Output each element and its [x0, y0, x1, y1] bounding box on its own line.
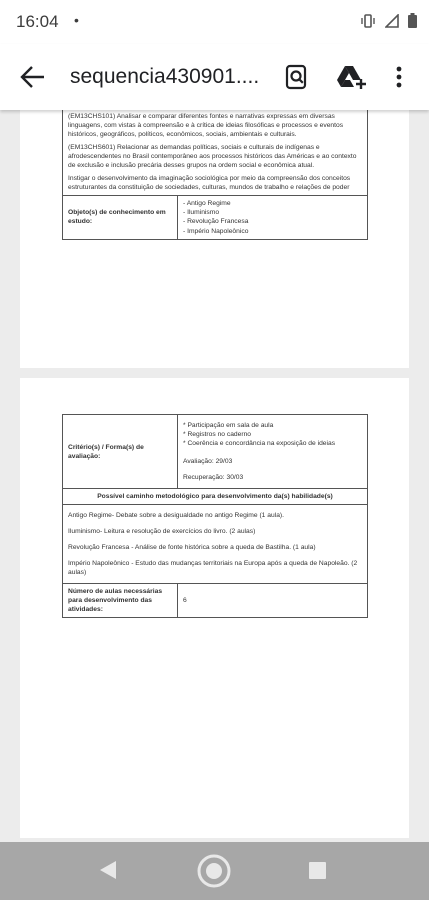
vibrate-icon — [360, 14, 376, 28]
table-row — [63, 505, 368, 583]
methodology-cell — [63, 505, 368, 583]
table-row — [63, 415, 368, 489]
find-in-page-icon — [282, 63, 310, 91]
list-item: * Participação em sala de aula — [183, 422, 274, 429]
paragraph: (EM13CHS101) Analisar e comparar diferentes fontes e narrativas expressas em diversas linguagens, com vistas à compreensão e à crítica de ideias filosóficas e processos e eventos históricos, geográficos, políticos, econômicos, sociais, ambientais e culturais. — [68, 113, 344, 139]
battery-icon — [408, 13, 417, 28]
list-item: - Iluminismo — [183, 209, 220, 217]
list-item: Revolução Francesa - Análise de fonte histórica sobre a queda de Bastilha. (1 aula) — [68, 544, 316, 552]
lessons-label: Número de aulas necessárias para desenvolvimento das atividades: — [63, 583, 178, 617]
criteria-cell — [178, 415, 368, 489]
list-item: * Coerência e concordância na exposição de ideias — [183, 440, 336, 448]
back-button[interactable] — [18, 63, 48, 91]
list-item: - Antigo Regime — [183, 200, 231, 208]
objects-list — [178, 196, 368, 239]
recovery-date: Recuperação: 30/03 — [183, 474, 244, 482]
list-item: * Registros no caderno — [183, 431, 252, 439]
evaluation-table — [62, 414, 368, 618]
document-page-2 — [20, 378, 409, 838]
more-options-button[interactable] — [389, 63, 409, 91]
lessons-value: 6 — [178, 583, 368, 617]
status-bar — [0, 0, 429, 44]
methodology-header: Possível caminho metodológico para desenvolvimento da(s) habilidade(s) — [63, 489, 368, 505]
add-to-drive-button[interactable] — [336, 63, 368, 91]
app-bar — [0, 44, 429, 110]
list-item: - Revolução Francesa — [183, 218, 249, 226]
table-row — [63, 107, 368, 196]
paragraph: (EM13CHS601) Relacionar as demandas políticas, sociais e culturais de indígenas e afrodescendentes no Brasil contemporâneo aos processos históricos das Américas e ao contexto de exclusão e inclusão precária desses grupos na ordem social e econômica atual. — [68, 144, 357, 170]
competencies-table — [62, 106, 368, 240]
more-vert-icon — [389, 63, 409, 91]
list-item: Iluminismo- Leitura e resolução de exercícios do livro. (2 aulas) — [68, 528, 256, 536]
arrow-back-icon — [18, 63, 48, 91]
list-item: Antigo Regime- Debate sobre a desigualdade no antigo Regime (1 aula). — [68, 512, 284, 520]
status-icons — [360, 13, 417, 28]
competency-cell — [63, 107, 368, 196]
table-row — [63, 196, 368, 239]
criteria-label: Critério(s) / Forma(s) de avaliação: — [63, 415, 178, 489]
evaluation-date: Avaliação: 29/03 — [183, 458, 233, 466]
signal-icon — [385, 14, 399, 28]
nav-recents-icon[interactable] — [309, 862, 326, 879]
objects-label: Objeto(s) de conhecimento em estudo: — [63, 196, 178, 239]
status-time: 16:04 — [16, 12, 59, 31]
document-page-1 — [20, 80, 409, 368]
table-row — [63, 583, 368, 617]
nav-back-icon[interactable] — [98, 859, 118, 881]
add-to-drive-icon — [336, 63, 368, 91]
document-title: sequencia430901.... — [70, 65, 260, 88]
find-in-page-button[interactable] — [282, 63, 310, 91]
nav-home-icon[interactable] — [196, 853, 232, 889]
paragraph: Instigar o desenvolvimento da imaginação sociológica por meio da compreensão dos conceitos estruturantes da constituição de sociedades, culturas, mundos de trabalho e relações de poder — [68, 175, 351, 192]
navigation-bar — [0, 842, 429, 900]
notification-dot: • — [74, 12, 79, 28]
list-item: - Império Napoleônico — [183, 227, 249, 235]
list-item: Império Napoleônico - Estudo das mudanças territoriais na Europa após a queda de Napoleão. (2 aulas) — [68, 560, 358, 577]
table-row — [63, 489, 368, 505]
